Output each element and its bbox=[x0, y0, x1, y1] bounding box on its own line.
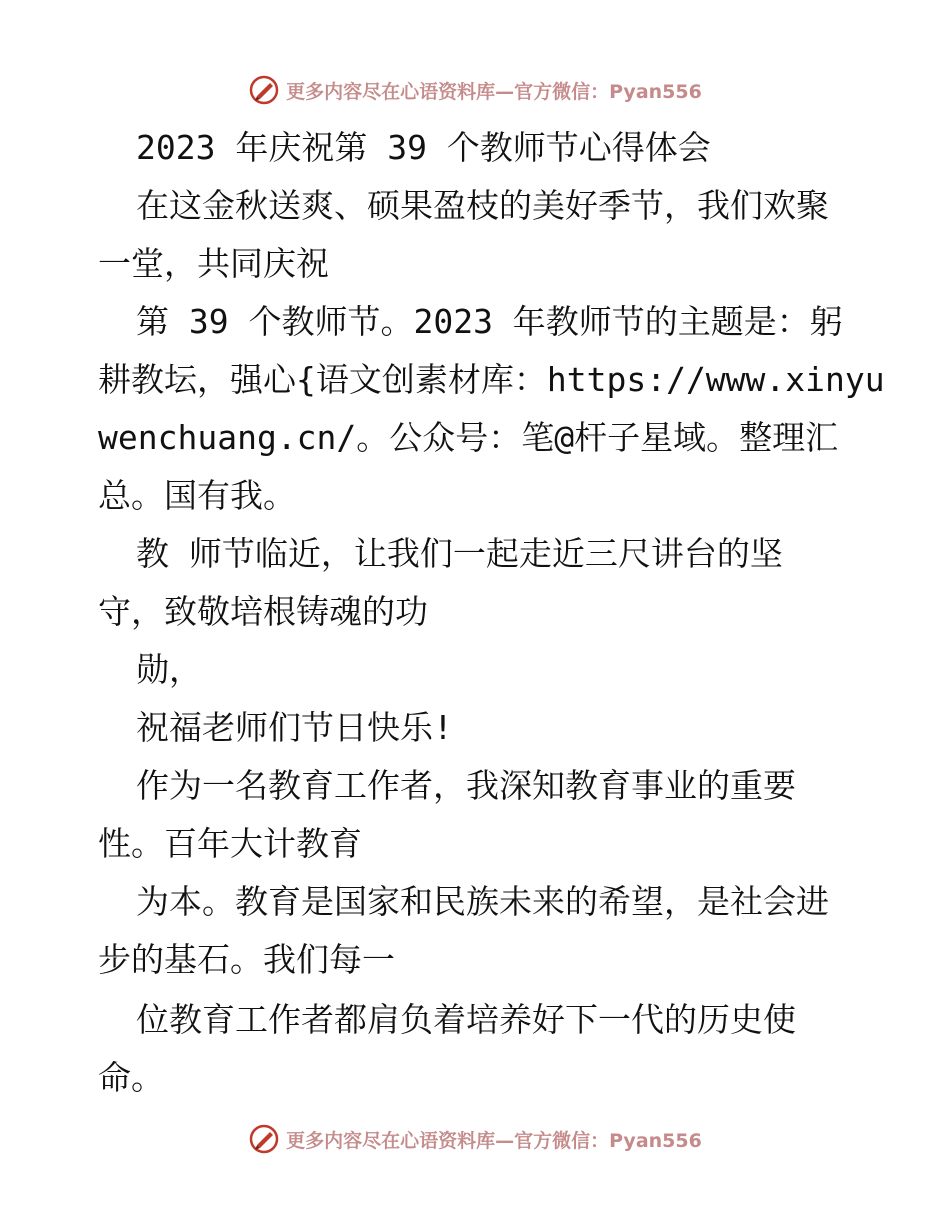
paragraph-line: wenchuang.cn/。公众号：笔@杆子星域。整理汇 bbox=[98, 418, 839, 457]
paragraph-line: 耕教坛，强心{语文创素材库：https://www.xinyu bbox=[98, 360, 885, 399]
paragraph-line: 总。国有我。 bbox=[98, 476, 296, 515]
paragraph-line: 一堂，共同庆祝 bbox=[98, 244, 329, 283]
paragraph-line: 第 39 个教师节。2023 年教师节的主题是：躬 bbox=[136, 302, 843, 341]
paragraph-line: 性。百年大计教育 bbox=[98, 824, 362, 863]
document-title: 2023 年庆祝第 39 个教师节心得体会 bbox=[136, 128, 711, 167]
paragraph-line: 勋， bbox=[136, 650, 202, 689]
paragraph-line: 步的基石。我们每一 bbox=[98, 940, 395, 979]
paragraph-line: 为本。教育是国家和民族未来的希望，是社会进 bbox=[136, 882, 829, 921]
paragraph-line: 作为一名教育工作者，我深知教育事业的重要 bbox=[136, 766, 796, 805]
banner-text: 更多内容尽在心语资料库—官方微信：Pyan556 bbox=[286, 80, 702, 103]
paragraph-line: 命。 bbox=[98, 1058, 164, 1097]
paragraph-line: 教 师节临近，让我们一起走近三尺讲台的坚 bbox=[136, 534, 783, 573]
paragraph-line: 祝福老师们节日快乐! bbox=[136, 708, 453, 747]
paragraph-line: 在这金秋送爽、硕果盈枝的美好季节，我们欢聚 bbox=[136, 186, 829, 225]
banner-text: 更多内容尽在心语资料库—官方微信：Pyan556 bbox=[286, 1129, 702, 1152]
paragraph-line: 守，致敬培根铸魂的功 bbox=[98, 592, 428, 631]
paragraph-line: 位教育工作者都肩负着培养好下一代的历史使 bbox=[136, 1000, 796, 1039]
pen-logo-icon bbox=[248, 74, 280, 106]
header-watermark-banner bbox=[0, 70, 950, 110]
pen-logo-icon bbox=[248, 1123, 280, 1155]
footer-watermark-banner bbox=[0, 1119, 950, 1159]
